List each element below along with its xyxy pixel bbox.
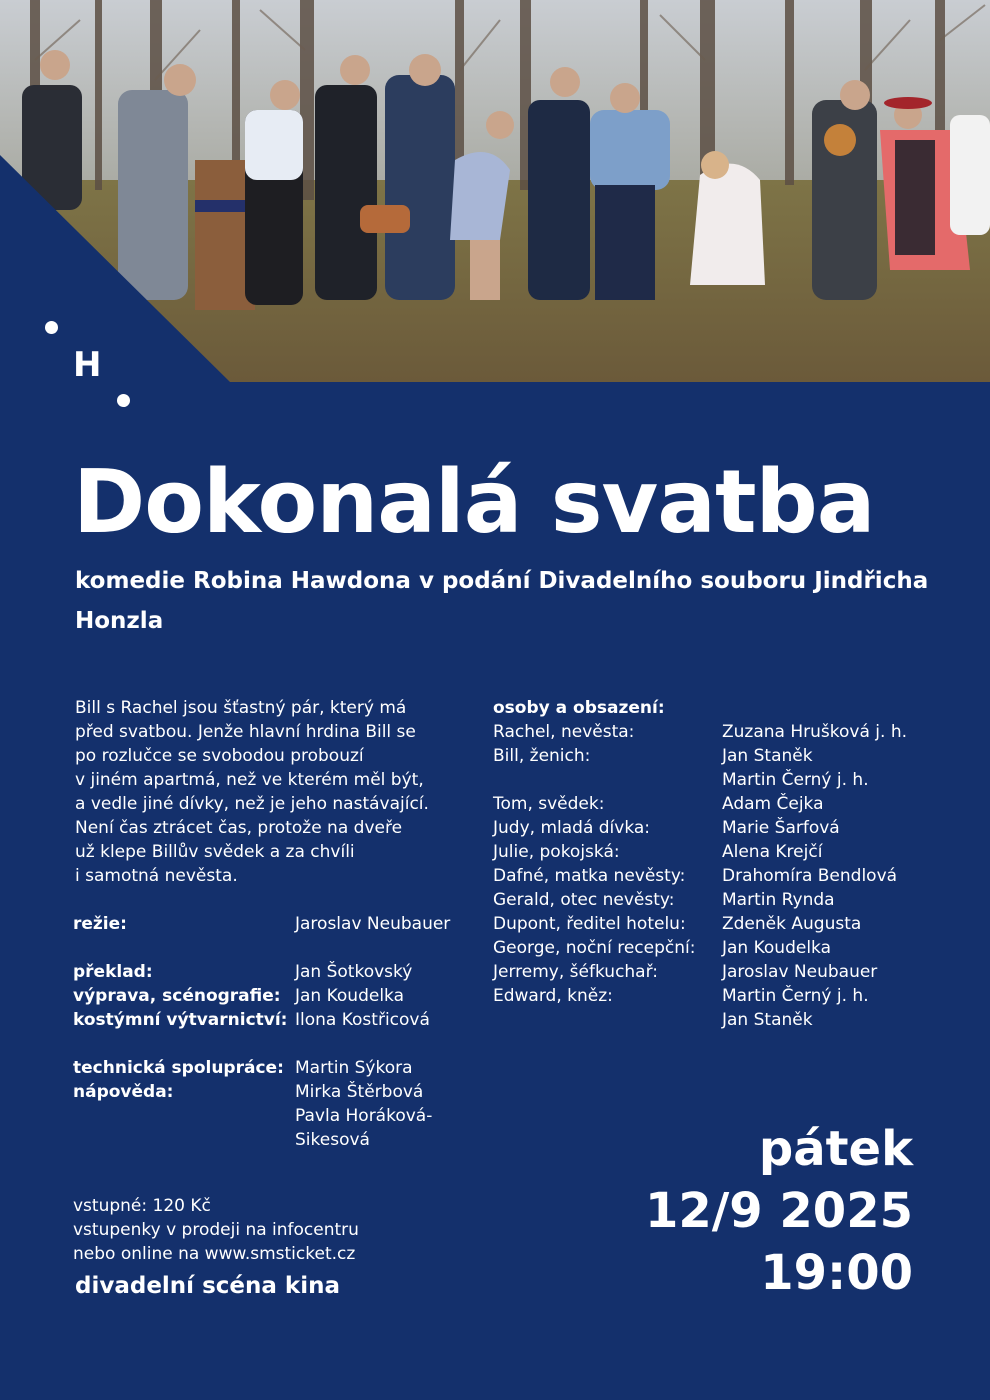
cast-role: Julie, pokojská: bbox=[493, 842, 620, 862]
description-line: a vedle jiné dívky, než je jeho nastávající. bbox=[75, 794, 429, 814]
crew-role: kostýmní výtvarnictví: bbox=[73, 1010, 288, 1030]
ticket-sales-line: vstupenky v prodeji na infocentru bbox=[73, 1220, 359, 1240]
crew-row-prompter-cont bbox=[73, 1128, 493, 1152]
ticket-price: vstupné: 120 Kč bbox=[73, 1196, 211, 1216]
cast-role: Judy, mladá dívka: bbox=[493, 818, 651, 838]
cast-row bbox=[493, 792, 953, 816]
cast-actor: Drahomíra Bendlová bbox=[722, 866, 898, 886]
cast-actor: Martin Rynda bbox=[722, 890, 835, 910]
logo-dot-bottom bbox=[117, 394, 130, 407]
crew-row-directing bbox=[73, 912, 493, 936]
cast-role: Jerremy, šéfkuchař: bbox=[493, 962, 659, 982]
event-day: 12/9 2025 bbox=[644, 1183, 913, 1239]
cast-role: Dafné, matka nevěsty: bbox=[493, 866, 686, 886]
subtitle: komedie Robina Hawdona v podání Divadelního souboru Jindřicha Honzla bbox=[75, 568, 929, 634]
description bbox=[75, 696, 475, 888]
crew-name: Jan Koudelka bbox=[295, 986, 405, 1006]
ticket-info bbox=[73, 1194, 493, 1266]
crew-name: Martin Sýkora bbox=[295, 1058, 413, 1078]
crew-role: režie: bbox=[73, 914, 127, 934]
description-line: i samotná nevěsta. bbox=[75, 866, 238, 886]
ticket-online-line: nebo online na www.smsticket.cz bbox=[73, 1244, 356, 1264]
cast-role: Edward, kněz: bbox=[493, 986, 613, 1006]
cast-row bbox=[493, 768, 953, 792]
cast-heading: osoby a obsazení: bbox=[493, 698, 665, 718]
cast-actor: Zdeněk Augusta bbox=[722, 914, 862, 934]
event-weekday: pátek bbox=[758, 1121, 913, 1177]
description-line: před svatbou. Jenže hlavní hrdina Bill se bbox=[75, 722, 416, 742]
cast-row bbox=[493, 1008, 953, 1032]
cast-row bbox=[493, 816, 953, 840]
venue: divadelní scéna kina bbox=[75, 1273, 340, 1299]
description-line: Není čas ztrácet čas, protože na dveře bbox=[75, 818, 403, 838]
crew-row-translation bbox=[73, 960, 493, 984]
crew-row-costumes bbox=[73, 1008, 493, 1032]
cast-role: Tom, svědek: bbox=[493, 794, 605, 814]
crew-role: překlad: bbox=[73, 962, 153, 982]
cast-row bbox=[493, 840, 953, 864]
crew-name: Jan Šotkovský bbox=[295, 962, 413, 982]
cast-actor: Jaroslav Neubauer bbox=[722, 962, 878, 982]
cast-role bbox=[493, 1008, 722, 1032]
cast-row bbox=[493, 888, 953, 912]
description-line: už klepe Billův svědek a za chvíli bbox=[75, 842, 355, 862]
logo-letter: H bbox=[73, 345, 102, 385]
crew-row-prompter-cont bbox=[73, 1104, 493, 1128]
cast-role: Bill, ženich: bbox=[493, 746, 591, 766]
cast-actor: Jan Koudelka bbox=[722, 938, 832, 958]
cast-row bbox=[493, 984, 953, 1008]
description-line: v jiném apartmá, než ve kterém měl být, bbox=[75, 770, 424, 790]
page-title: Dokonalá svatba bbox=[73, 451, 875, 553]
cast-actor: Zuzana Hrušková j. h. bbox=[722, 722, 907, 742]
cast-role bbox=[493, 768, 722, 792]
crew-name: Jaroslav Neubauer bbox=[295, 914, 451, 934]
crew-name: Pavla Horáková- bbox=[295, 1106, 433, 1126]
cast-role: Rachel, nevěsta: bbox=[493, 722, 635, 742]
event-date bbox=[645, 1118, 913, 1304]
description-line: Bill s Rachel jsou šťastný pár, který má bbox=[75, 698, 407, 718]
cast-row bbox=[493, 720, 953, 744]
crew-role: výprava, scénografie: bbox=[73, 986, 281, 1006]
cast-actor: Adam Čejka bbox=[722, 794, 824, 814]
cast-role: George, noční recepční: bbox=[493, 938, 696, 958]
cast-row bbox=[493, 744, 953, 768]
cast-row bbox=[493, 936, 953, 960]
cast-role: Dupont, ředitel hotelu: bbox=[493, 914, 686, 934]
cast-actor: Jan Staněk bbox=[722, 746, 813, 766]
crew-row-technical bbox=[73, 1056, 493, 1080]
crew-role: technická spolupráce: bbox=[73, 1058, 284, 1078]
cast-actor: Alena Krejčí bbox=[722, 842, 823, 862]
cast-row bbox=[493, 864, 953, 888]
logo-dot-top bbox=[45, 321, 58, 334]
crew-row-scenography bbox=[73, 984, 493, 1008]
crew-name: Mirka Štěrbová bbox=[295, 1082, 424, 1102]
cast-list bbox=[493, 696, 953, 1032]
cast-photo bbox=[0, 0, 990, 382]
crew-role: nápověda: bbox=[73, 1082, 174, 1102]
cast-actor: Jan Staněk bbox=[722, 1010, 813, 1030]
crew-name: Ilona Kostřicová bbox=[295, 1010, 430, 1030]
crew-name: Sikesová bbox=[295, 1130, 370, 1150]
crew-row-prompter bbox=[73, 1080, 493, 1104]
cast-actor: Marie Šarfová bbox=[722, 818, 840, 838]
cast-row bbox=[493, 960, 953, 984]
cast-actor: Martin Černý j. h. bbox=[722, 986, 869, 1006]
cast-role: Gerald, otec nevěsty: bbox=[493, 890, 675, 910]
cast-actor: Martin Černý j. h. bbox=[722, 770, 869, 790]
cast-row bbox=[493, 912, 953, 936]
event-time: 19:00 bbox=[760, 1245, 913, 1301]
crew-list bbox=[73, 912, 493, 1152]
description-line: po rozlučce se svobodou probouzí bbox=[75, 746, 364, 766]
